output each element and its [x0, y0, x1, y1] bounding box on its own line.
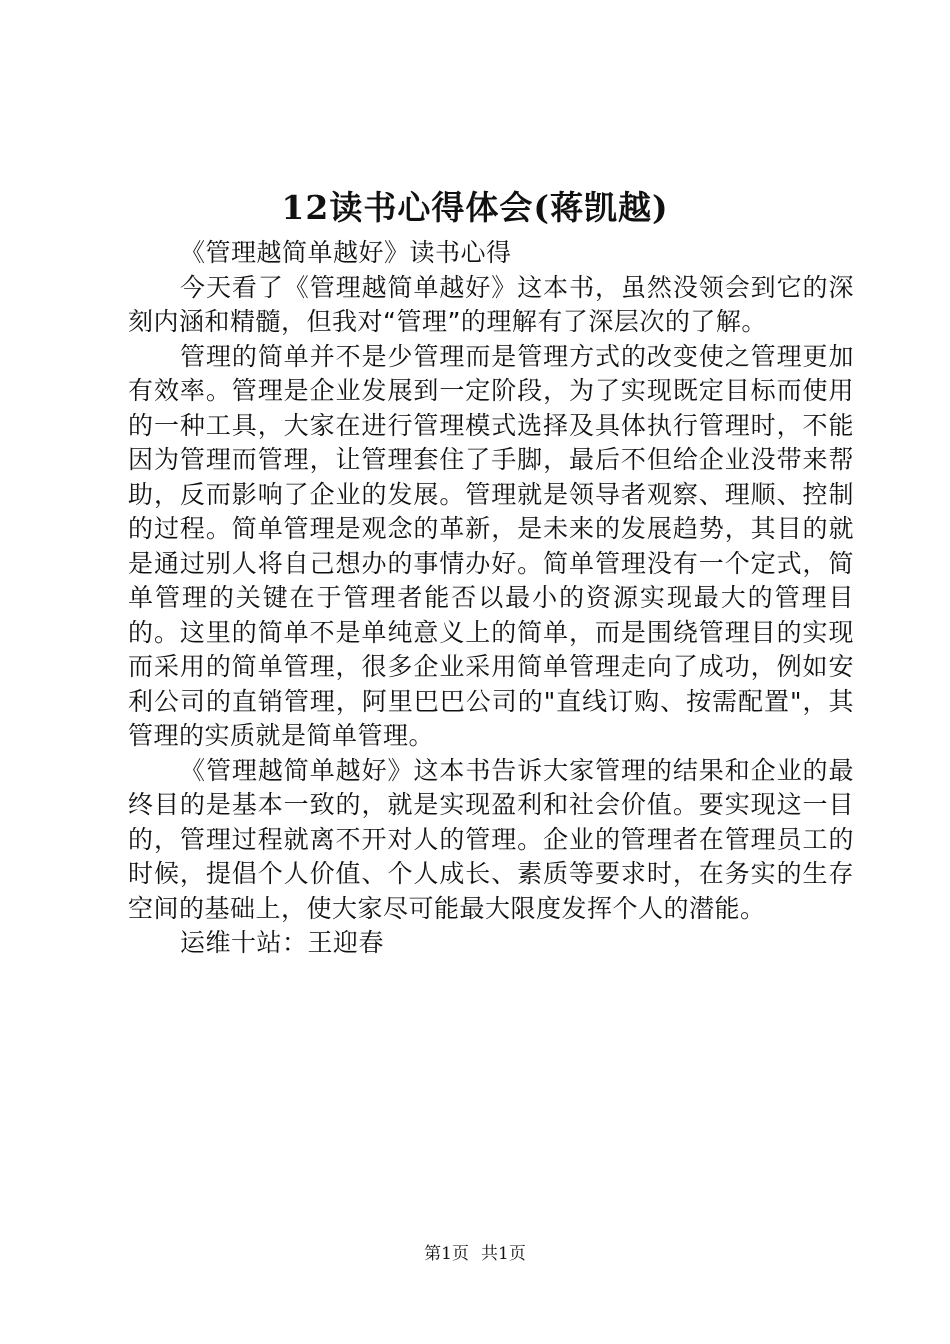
- page-number: 第1页: [424, 1244, 469, 1264]
- paragraph-intro: 今天看了《管理越简单越好》这本书，虽然没领会到它的深刻内涵和精髓，但我对“管理”的理解有了深层次的了解。: [128, 272, 854, 336]
- page-total: 共1页: [481, 1244, 526, 1264]
- paragraph-subtitle: 《管理越简单越好》读书心得: [180, 238, 512, 267]
- paragraph-conclusion: 《管理越简单越好》这本书告诉大家管理的结果和企业的最终目的是基本一致的，就是实现盈利和社会价值。要实现这一目的，管理过程就离不开对人的管理。企业的管理者在管理员工的时候，提倡个人价值、个人成长、素质等要求时，在务实的生存空间的基础上，使大家尽可能最大限度发挥个人的潜能。: [128, 755, 854, 923]
- document-title: 12读书心得体会(蒋凯越): [281, 188, 669, 227]
- page-footer: [0, 1243, 950, 1265]
- document-body: [128, 236, 854, 961]
- paragraph-simple-management: 管理的简单并不是少管理而是管理方式的改变使之管理更加有效率。管理是企业发展到一定阶段，为了实现既定目标而使用的一种工具，大家在进行管理模式选择及具体执行管理时，不能因为管理而管理，让管理套住了手脚，最后不但给企业没带来帮助，反而影响了企业的发展。管理就是领导者观察、理顺、控制的过程。简单管理是观念的革新，是未来的发展趋势，其目的就是通过别人将自己想办的事情办好。简单管理没有一个定式，简单管理的关键在于管理者能否以最小的资源实现最大的管理目的。这里的简单不是单纯意义上的简单，而是围绕管理目的实现而采用的简单管理，很多企业采用简单管理走向了成功，例如安利公司的直销管理，阿里巴巴公司的"直线订购、按需配置"，其管理的实质就是简单管理。: [128, 341, 854, 750]
- paragraph-signature: 运维十站：王迎春: [180, 928, 385, 957]
